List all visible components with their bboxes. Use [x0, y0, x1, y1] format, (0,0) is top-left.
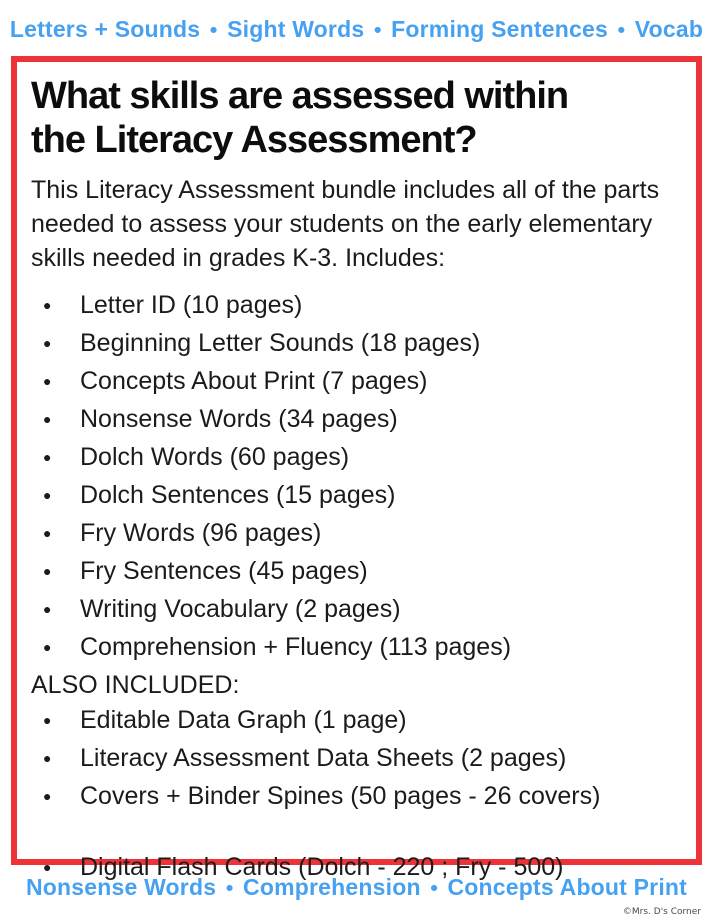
- bullet-icon: ●: [43, 712, 52, 728]
- list-item: [31, 288, 680, 326]
- list-item-label: Literacy Assessment Data Sheets (2 pages): [80, 744, 567, 772]
- page-title-line: What skills are assessed within: [31, 75, 569, 117]
- list-item-label: Editable Data Graph (1 page): [80, 706, 407, 734]
- bottom-banner-item: Concepts About Print: [447, 874, 688, 900]
- bullet-icon: ●: [43, 601, 52, 617]
- bottom-banner-item: Nonsense Words: [25, 874, 217, 900]
- separator-dot-icon: ●: [373, 22, 383, 38]
- list-item-label: Fry Sentences (45 pages): [80, 557, 368, 585]
- bullet-icon: ●: [43, 639, 52, 655]
- bullet-icon: ●: [43, 487, 52, 503]
- bullet-icon: ●: [43, 335, 52, 351]
- list-item-label: Dolch Sentences (15 pages): [80, 481, 396, 509]
- list-item-label: Comprehension + Fluency (113 pages): [80, 633, 512, 661]
- list-item: [31, 703, 680, 741]
- list-item-label: Letter ID (10 pages): [80, 291, 303, 319]
- separator-dot-icon: ●: [225, 880, 235, 896]
- bullet-icon: ●: [43, 750, 52, 766]
- bullet-icon: ●: [43, 411, 52, 427]
- top-banner-item: Letters + Sounds: [9, 16, 201, 42]
- separator-dot-icon: ●: [616, 22, 626, 38]
- list-item-label: Nonsense Words (34 pages): [80, 405, 398, 433]
- list-item: [31, 326, 680, 364]
- content-box: [11, 56, 702, 881]
- top-banner-item: Forming Sentences: [391, 16, 608, 42]
- bullet-icon: ●: [43, 788, 52, 804]
- skills-list: [31, 288, 680, 668]
- list-item: [31, 364, 680, 402]
- bullet-icon: ●: [43, 373, 52, 389]
- list-item-label: Dolch Words (60 pages): [80, 443, 350, 471]
- also-included-list: [31, 703, 680, 888]
- bullet-icon: ●: [43, 859, 52, 875]
- bottom-banner: [0, 874, 713, 901]
- top-banner-item: Vocab: [634, 16, 704, 42]
- separator-dot-icon: ●: [209, 22, 219, 38]
- intro-paragraph: This Literacy Assessment bundle includes all of the parts needed to assess your students on the early elementary skills needed in grades K-3. Includes:: [31, 176, 660, 272]
- bottom-banner-item: Comprehension: [243, 874, 421, 900]
- top-banner: [0, 0, 713, 52]
- list-item-label: Writing Vocabulary (2 pages): [80, 595, 401, 623]
- list-item: [31, 478, 680, 516]
- bullet-icon: ●: [43, 563, 52, 579]
- separator-dot-icon: ●: [429, 880, 439, 896]
- list-item: [31, 630, 680, 668]
- also-included-label: ALSO INCLUDED:: [31, 671, 240, 699]
- list-item: [31, 440, 680, 478]
- page-title-line: the Literacy Assessment?: [31, 119, 477, 161]
- list-item: [31, 554, 680, 592]
- list-item-label: Digital Flash Cards (Dolch - 220 ; Fry - 500): [80, 853, 564, 881]
- list-item: [31, 592, 680, 630]
- bullet-icon: ●: [43, 449, 52, 465]
- top-banner-item: Sight Words: [227, 16, 365, 42]
- bullet-icon: ●: [43, 297, 52, 313]
- list-item: [31, 516, 680, 554]
- list-item-label: Beginning Letter Sounds (18 pages): [80, 329, 481, 357]
- list-item-label: Fry Words (96 pages): [80, 519, 322, 547]
- credit-text: ©Mrs. D's Corner: [622, 907, 701, 917]
- page-title: [31, 74, 680, 162]
- list-item: [31, 741, 680, 779]
- list-item-label: Covers + Binder Spines (50 pages - 26 covers): [80, 782, 601, 810]
- list-item: [31, 779, 680, 817]
- bullet-icon: ●: [43, 525, 52, 541]
- list-item: [31, 402, 680, 440]
- list-item-label: Concepts About Print (7 pages): [80, 367, 428, 395]
